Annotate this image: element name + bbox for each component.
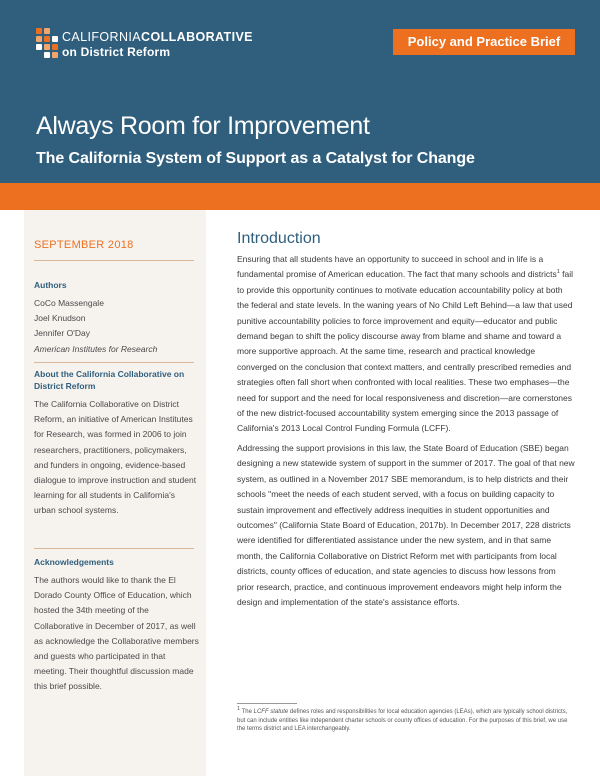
header-banner: [0, 0, 600, 183]
author-name: Jennifer O'Day: [34, 328, 90, 339]
page-subtitle: The California System of Support as a Catalyst for Change: [36, 150, 475, 167]
about-heading: About the California Collaborative on District Reform: [34, 369, 185, 391]
footnote-ref: 1: [556, 269, 560, 276]
footnote-divider: [237, 703, 297, 704]
author-affiliation: American Institutes for Research: [34, 343, 158, 354]
brief-type-tag: Policy and Practice Brief: [393, 29, 575, 55]
divider: [34, 548, 194, 549]
logo-mark: [36, 28, 58, 66]
publication-date: SEPTEMBER 2018: [34, 239, 134, 251]
logo-wordmark: CALIFORNIACOLLABORATIVE on District Reform: [62, 30, 253, 59]
divider: [34, 362, 194, 363]
about-text: The California Collaborative on District Reform, an initiative of American Institutes for Research, was formed in 2006 to join researchers, practitioners, policymakers, and funders in ongoing, evidence-based dialogue to improve instruction and student learning for all students in California's urban school systems.: [34, 399, 197, 516]
divider: [34, 260, 194, 261]
body-paragraph: Addressing the support provisions in this law, the State Board of Education (SBE) began designing a new statewide system of support in the summer of 2017. The goal of that new system, as outlined in a November 2017 SBE memorandum, is to help districts and their schools "meet the needs of each student served, with a focus on building capacity to sustain improvement and effectively address inequities in student opportunities and outcomes" (California State Board of Education, 2017b). In December 2017, 228 districts were identified for differentiated assistance under the new system, and in that same month, the California Collaborative on District Reform met with participants from local districts, county offices of education, and state agencies to discuss how lessons from prior research, practice, and continuous improvement endeavors might help inform the design and implementation of the state's assistance efforts.: [237, 442, 575, 607]
acknowledgements-heading: Acknowledgements: [34, 557, 114, 567]
acknowledgements-text: The authors would like to thank the El Dorado County Office of Education, which hosted the 34th meeting of the Collaborative in December of 2017, as well as acknowledge the Collaborative members and guests who participated in that meeting. Their thoughtful discussion made this brief possible.: [34, 575, 199, 692]
author-name: CoCo Massengale: [34, 298, 104, 308]
section-heading-introduction: Introduction: [237, 230, 321, 247]
footnote: $^1$ The LCFF statute defines roles and responsibilities for local education agencies (LEAs), which are typically school districts, but can include entities like independent charter schools or county offices of education. For the purposes of this brief, we use the terms district and LEA interchangeably.: [237, 706, 568, 732]
authors-heading: Authors: [34, 280, 67, 290]
author-name: Joel Knudson: [34, 313, 86, 324]
authors-list: [34, 296, 199, 357]
body-paragraph: Ensuring that all students have an opportunity to succeed in school and in life is a fundamental promise of American education. The fact that many schools and districts$^1$ fail to provide this opportunity continues to motivate education accountability policy at both the federal and state levels. In the waning years of No Child Left Behind—a law that used punitive accountability policies to force improvement and equity—educator and public demand began to shift the policy discourse away from blame and shame and toward a more supportive approach. At the same time, research and practical knowledge converged on the conclusion that context matters, and centrally prescribed remedies and strategies often fall short when confronted with local realities. These two emphases—the need for support and the need for local responsiveness and discretion—are cornerstones of the new district-focused accountability system emerging since the 2013 passage of California's 2013 Local Control Funding Formula (LCFF).: [237, 254, 574, 434]
body-content: [237, 252, 575, 614]
accent-band: [0, 183, 600, 210]
page-title: Always Room for Improvement: [36, 112, 370, 140]
